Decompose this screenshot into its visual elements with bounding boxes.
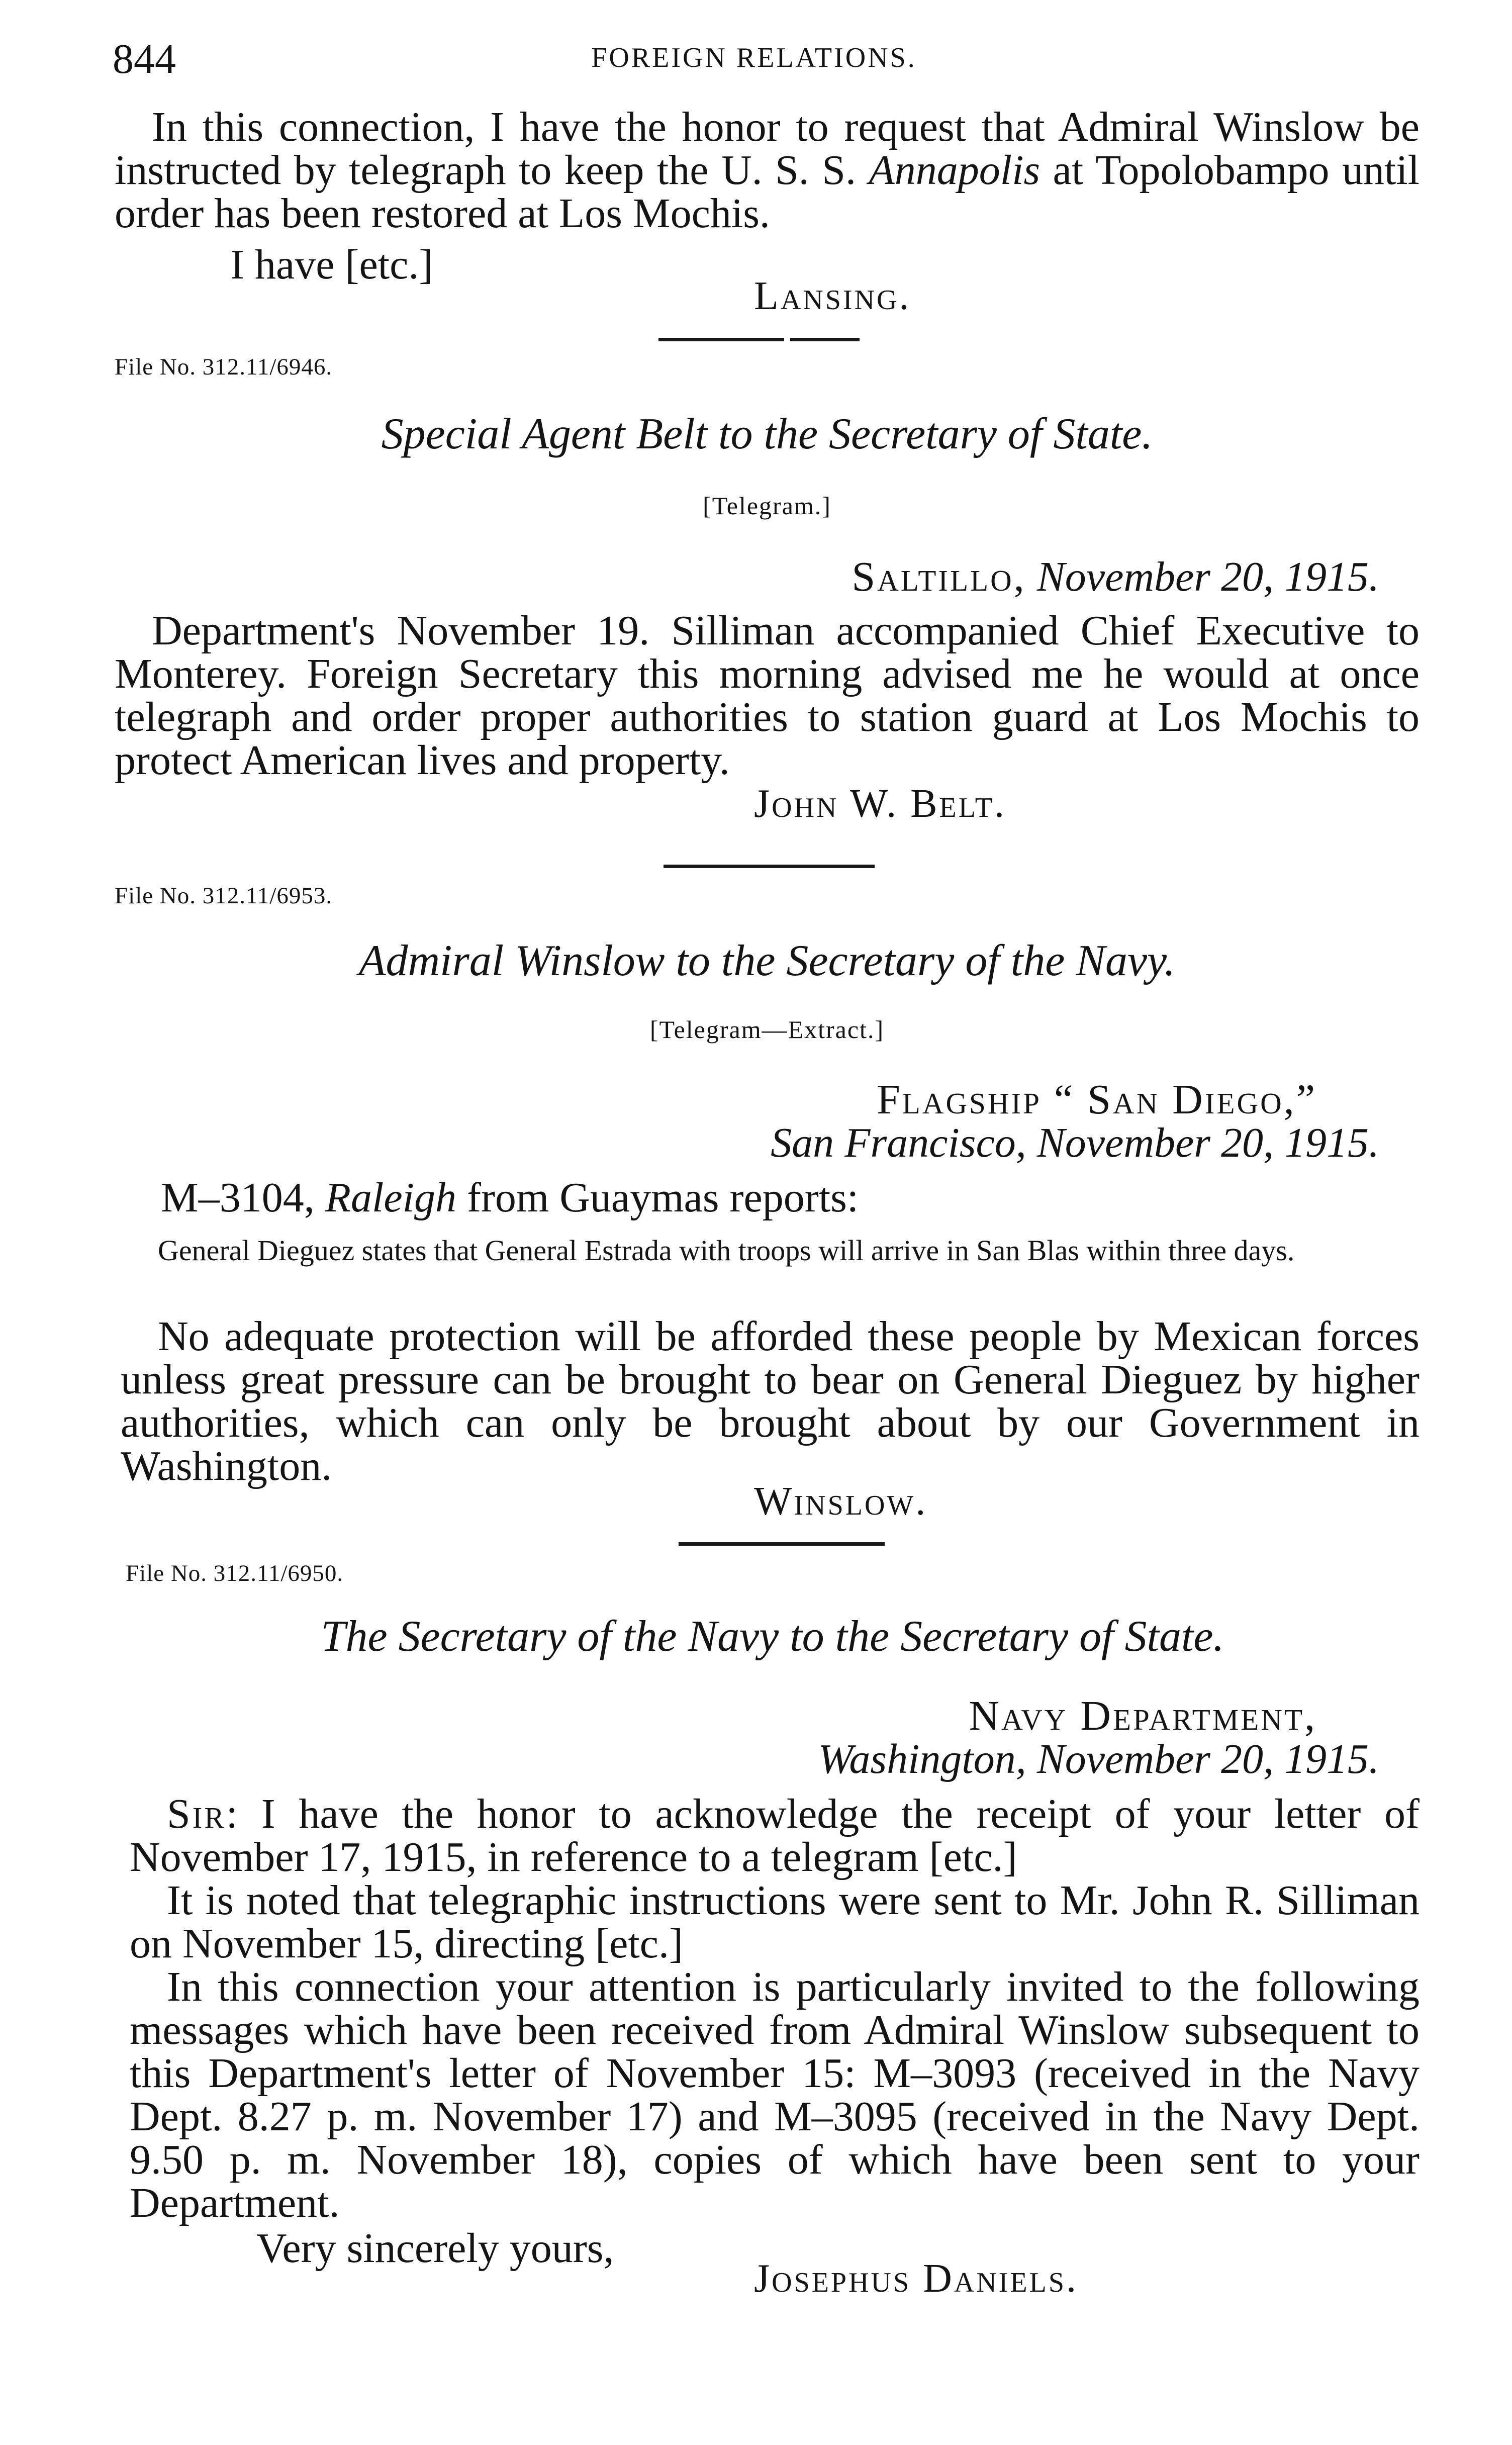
ship-name-annapolis: Annapolis	[869, 147, 1041, 194]
daniels-signature: Josephus Daniels.	[754, 2256, 1078, 2301]
telegram-note: [Telegram.]	[703, 492, 831, 520]
navy-letter-paragraph-3: In this connection your attention is particularly invited to the following messages which have been received from Admiral Winslow subsequent to this Department's letter of November 15: M–3093 (received in the Navy Dept. 8.27 p. m. November 17) and M–3095 (received in the Navy Dept. 9.50 p. m. November 18), copies of which have been sent to your Department.	[130, 1963, 1420, 2226]
navy-letter-closing: Very sincerely yours,	[256, 2225, 614, 2272]
telegram-note: [Telegram—Extract.]	[649, 1015, 885, 1044]
ship-name-raleigh: Raleigh	[325, 1174, 456, 1221]
lansing-signature: Lansing.	[754, 274, 911, 318]
message-code: M–3104,	[161, 1174, 325, 1221]
document-title: Admiral Winslow to the Secretary of the Navy.	[358, 936, 1176, 985]
belt-paragraph: Department's November 19. Silliman accompanied Chief Executive to Monterey. Foreign Secretary this morning advised me he would at once telegraph and order proper authorities to station guard at Los Mochis to protect American lives and property.	[115, 607, 1420, 784]
winslow-paragraph: No adequate protection will be afforded these people by Mexican forces unless great pressure can be brought to bear on General Dieguez by higher authorities, which can only be brought about by our Government in Washington.	[121, 1313, 1420, 1489]
dateline-date: November 20, 1915.	[1036, 553, 1379, 600]
file-number: File No. 312.11/6950.	[126, 1560, 344, 1586]
quoted-report: General Dieguez states that General Estrada with troops will arrive in San Blas within three days.	[158, 1234, 1295, 1267]
file-number: File No. 312.11/6953.	[115, 883, 333, 909]
section-divider	[664, 865, 875, 868]
file-number: File No. 312.11/6946.	[115, 354, 333, 380]
lansing-paragraph	[115, 106, 1420, 235]
belt-signature: John W. Belt.	[754, 782, 1007, 826]
page-number: 844	[113, 36, 176, 82]
dateline-line1: Navy Department,	[969, 1692, 1317, 1739]
document-title: The Secretary of the Navy to the Secretary of State.	[321, 1612, 1224, 1661]
winslow-signature: Winslow.	[754, 1479, 928, 1524]
running-title: FOREIGN RELATIONS.	[591, 42, 917, 73]
dateline-place: Saltillo,	[852, 553, 1026, 600]
salutation: Sir	[167, 1791, 226, 1837]
navy-letter-paragraph-1	[130, 1793, 1420, 1879]
report-intro	[161, 1176, 859, 1219]
dateline-line2: San Francisco, November 20, 1915.	[771, 1119, 1379, 1166]
dateline	[503, 553, 1379, 601]
navy-letter-paragraph-2: It is noted that telegraphic instructions were sent to Mr. John R. Silliman on November 15, directing [etc.]	[130, 1877, 1420, 1967]
lansing-paragraph-start: In this connection, I have the honor to request that Admiral Winslow be instructed by telegraph to keep the U. S. S.	[115, 104, 1420, 194]
document-title: Special Agent Belt to the Secretary of State.	[381, 410, 1153, 458]
report-intro-rest: from Guaymas reports:	[456, 1174, 859, 1221]
dateline-line1: Flagship “ San Diego,”	[877, 1076, 1317, 1123]
lansing-closing: I have [etc.]	[230, 241, 433, 288]
dateline-line2: Washington, November 20, 1915.	[818, 1736, 1379, 1782]
paragraph-1-text: : I have the honor to acknowledge the receipt of your letter of November 17, 1915, in reference to a telegram [etc.]	[130, 1791, 1420, 1880]
lansing-paragraph-end: at Topolobampo until order has been restored at Los Mochis.	[115, 147, 1420, 237]
section-divider	[679, 1542, 885, 1546]
section-divider	[658, 338, 860, 341]
